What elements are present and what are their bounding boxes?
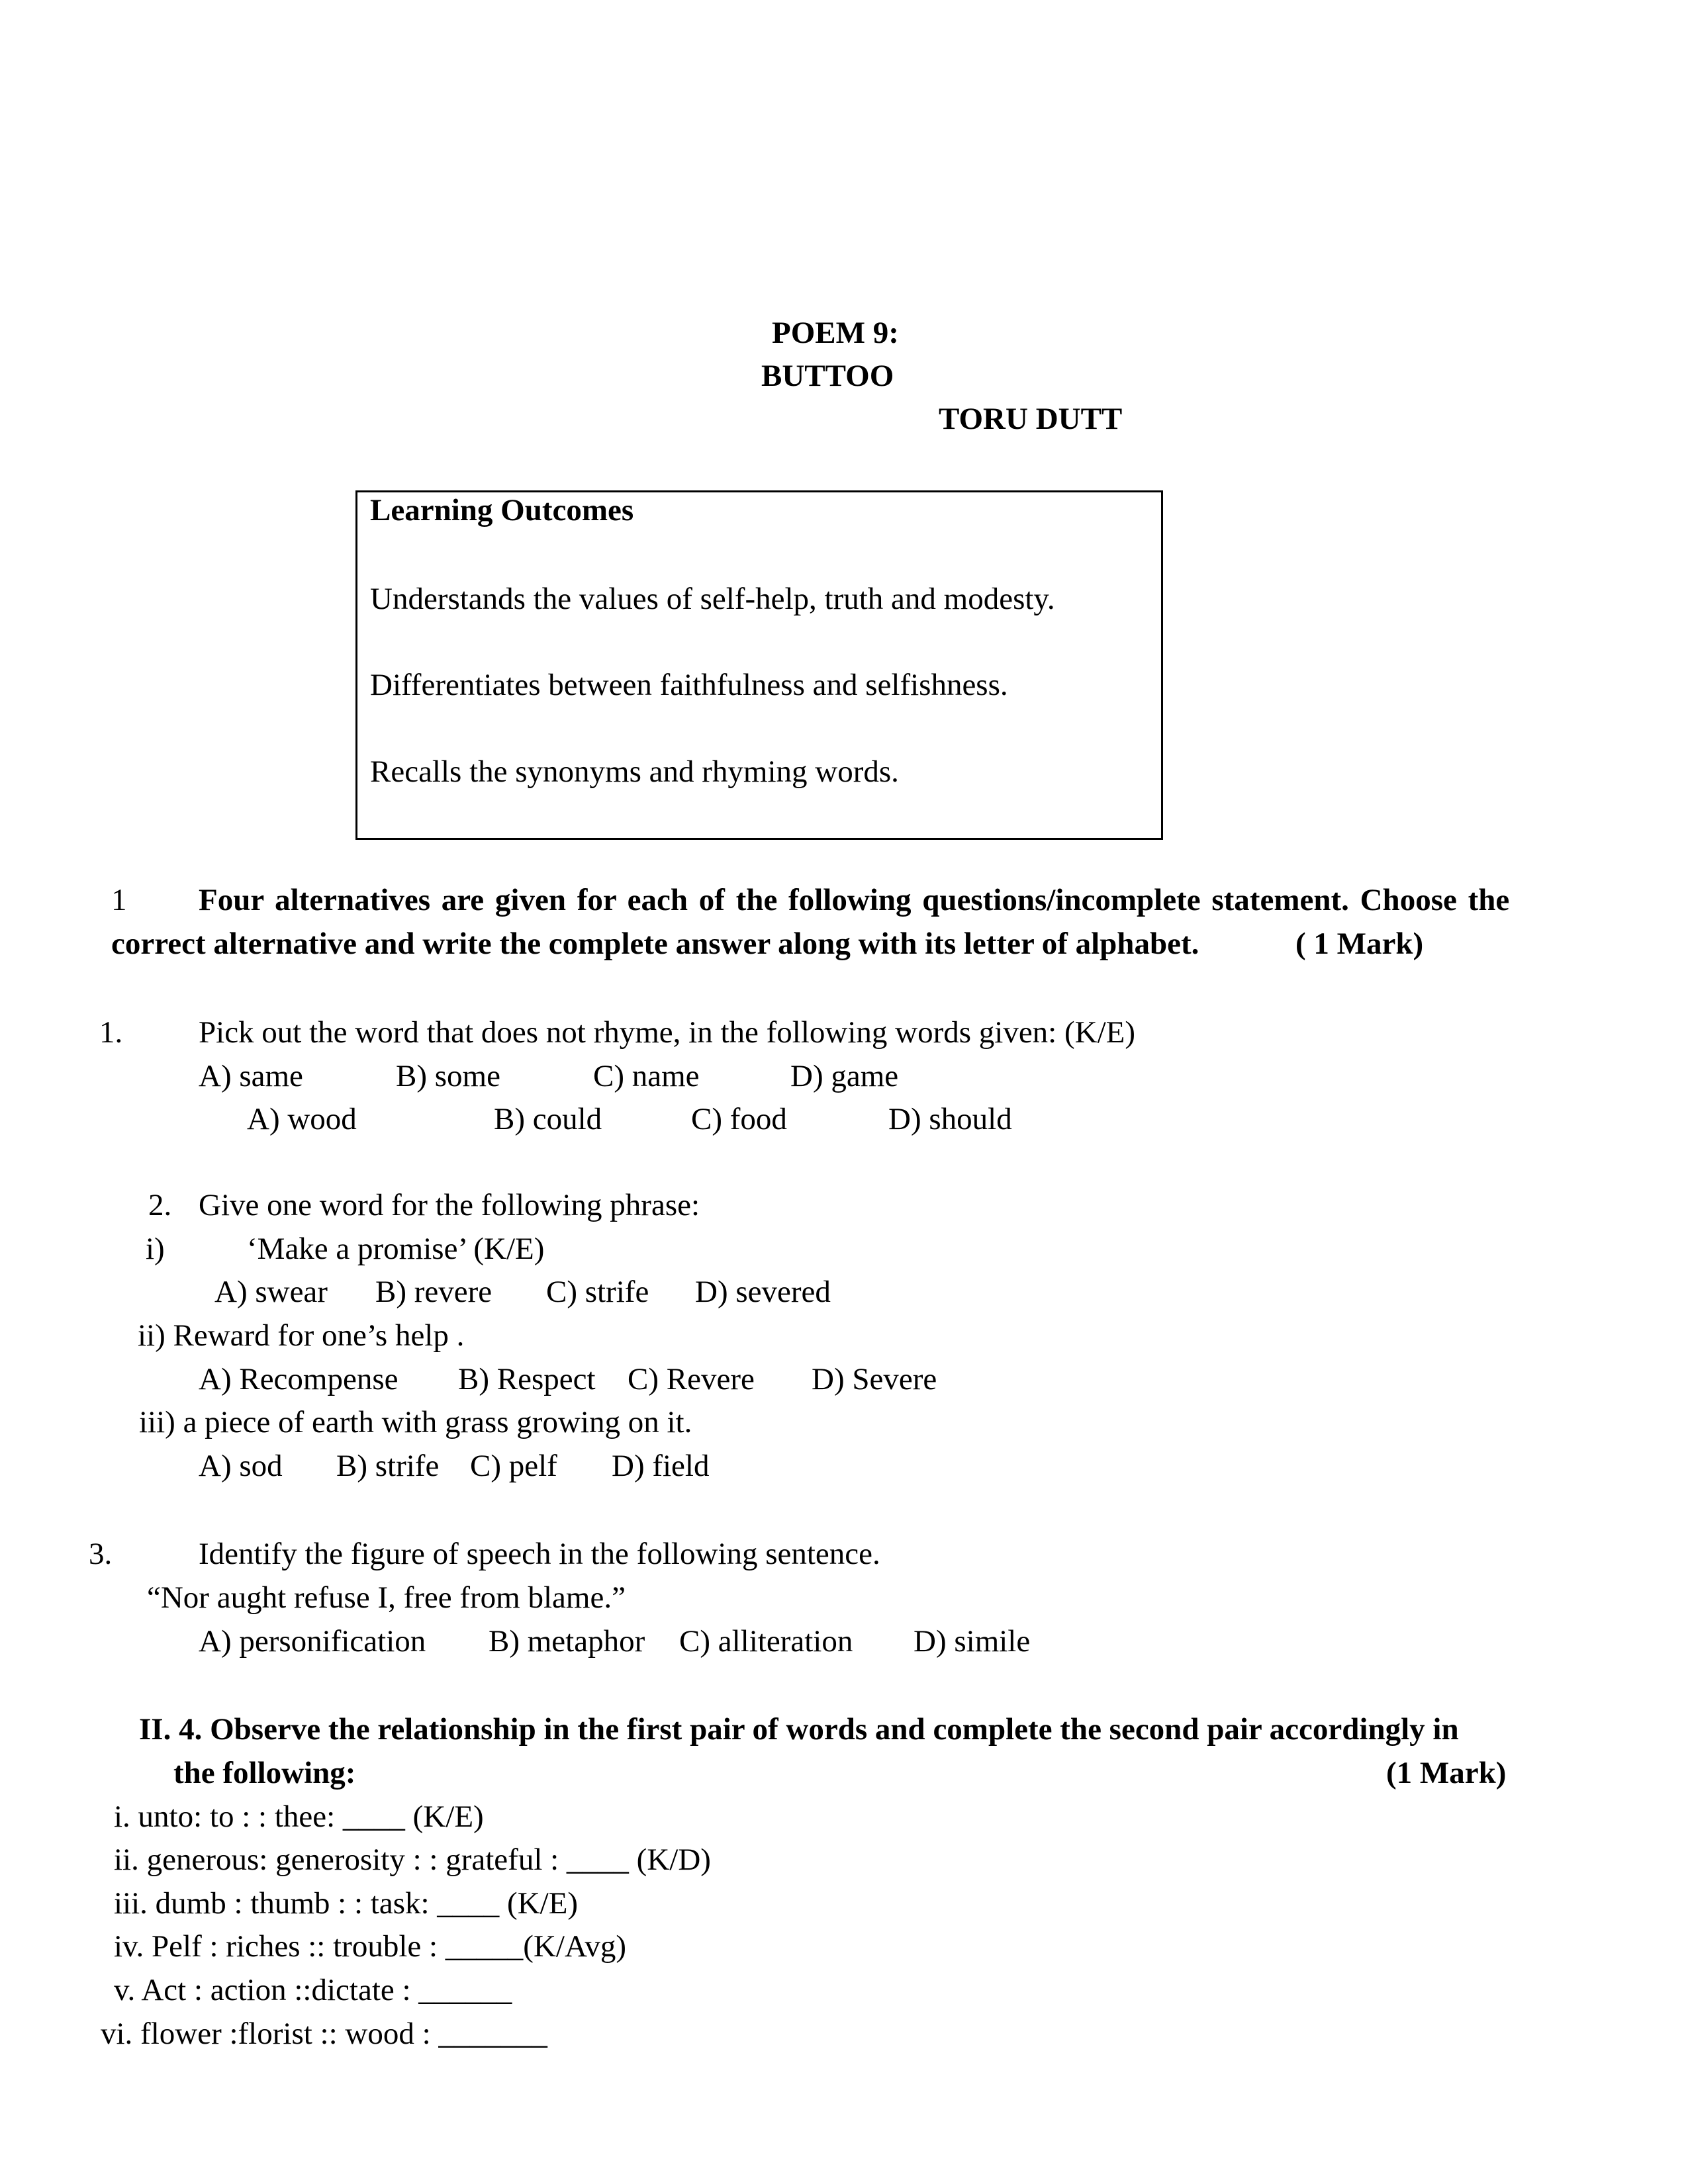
section2-marks: (1 Mark) (1386, 1756, 1507, 1790)
q3-quote: “Nor aught refuse I, free from blame.” (147, 1580, 626, 1615)
q1-set1-option-a: A) same (199, 1059, 303, 1093)
poem-author: TORU DUTT (939, 402, 1123, 436)
q2-sub2-option-d: D) Severe (812, 1362, 937, 1396)
section2-heading-line1: II. 4. Observe the relationship in the first pair of words and complete the second pair accordingly in (139, 1712, 1459, 1747)
q2-sub3-option-d: D) field (612, 1449, 710, 1483)
q2-sub2-option-c: C) Revere (628, 1362, 755, 1396)
q2-sub1-label: i) (146, 1232, 165, 1266)
section1-instruction-line2: correct alternative and write the complete answer along with its letter of alphabet. (111, 927, 1199, 961)
section1-number: 1 (111, 883, 127, 917)
q1-set2-option-d: D) should (888, 1102, 1012, 1136)
analogy-item-6: vi. flower :florist :: wood : _______ (101, 2017, 547, 2051)
analogy-item-2: ii. generous: generosity : : grateful : ____ (K/D) (114, 1843, 711, 1877)
q3-option-d: D) simile (914, 1624, 1031, 1659)
q2-sub1-option-c: C) strife (546, 1275, 649, 1309)
q1-set1-option-d: D) game (790, 1059, 899, 1093)
q2-sub2-option-a: A) Recompense (199, 1362, 399, 1396)
q1-set2-option-b: B) could (494, 1102, 602, 1136)
q2-sub1-option-a: A) swear (214, 1275, 328, 1309)
q2-sub2-text: ii) Reward for one’s help . (138, 1318, 465, 1353)
q2-sub3-option-b: B) strife (336, 1449, 440, 1483)
poem-number: POEM 9: (772, 316, 899, 350)
q2-number: 2. (148, 1188, 172, 1222)
section1-marks: ( 1 Mark) (1295, 927, 1424, 961)
q2-sub3-text: iii) a piece of earth with grass growing on it. (139, 1405, 692, 1439)
section2-heading-line2: the following: (173, 1756, 356, 1790)
q1-set1-option-b: B) some (396, 1059, 500, 1093)
analogy-item-3: iii. dumb : thumb : : task: ____ (K/E) (114, 1886, 579, 1921)
q2-sub2-option-b: B) Respect (458, 1362, 596, 1396)
q2-sub1-option-b: B) revere (375, 1275, 492, 1309)
poem-title: BUTTOO (761, 359, 894, 393)
q1-text: Pick out the word that does not rhyme, in the following words given: (K/E) (199, 1015, 1136, 1050)
q3-option-a: A) personification (199, 1624, 426, 1659)
section1-instruction-line1: Four alternatives are given for each of the following questions/incomplete statement. Choose the (199, 883, 1510, 917)
learning-outcome-3: Recalls the synonyms and rhyming words. (370, 754, 899, 789)
q1-number: 1. (99, 1015, 123, 1050)
q2-sub3-option-a: A) sod (199, 1449, 283, 1483)
analogy-item-1: i. unto: to : : thee: ____ (K/E) (114, 1799, 484, 1834)
analogy-item-4: iv. Pelf : riches :: trouble : _____(K/Avg) (114, 1929, 627, 1964)
q3-text: Identify the figure of speech in the following sentence. (199, 1537, 880, 1571)
q1-set2-option-a: A) wood (247, 1102, 357, 1136)
learning-outcome-1: Understands the values of self-help, truth and modesty. (370, 582, 1055, 616)
learning-outcome-2: Differentiates between faithfulness and selfishness. (370, 668, 1008, 702)
learning-outcomes-heading: Learning Outcomes (370, 493, 634, 527)
q2-sub1-text: ‘Make a promise’ (K/E) (247, 1232, 545, 1266)
q2-sub3-option-c: C) pelf (470, 1449, 557, 1483)
q1-set2-option-c: C) food (691, 1102, 787, 1136)
q2-text: Give one word for the following phrase: (199, 1188, 700, 1222)
q1-set1-option-c: C) name (593, 1059, 700, 1093)
q3-number: 3. (89, 1537, 113, 1571)
q3-option-b: B) metaphor (489, 1624, 645, 1659)
analogy-item-5: v. Act : action ::dictate : ______ (114, 1973, 512, 2007)
q2-sub1-option-d: D) severed (695, 1275, 831, 1309)
q3-option-c: C) alliteration (679, 1624, 853, 1659)
